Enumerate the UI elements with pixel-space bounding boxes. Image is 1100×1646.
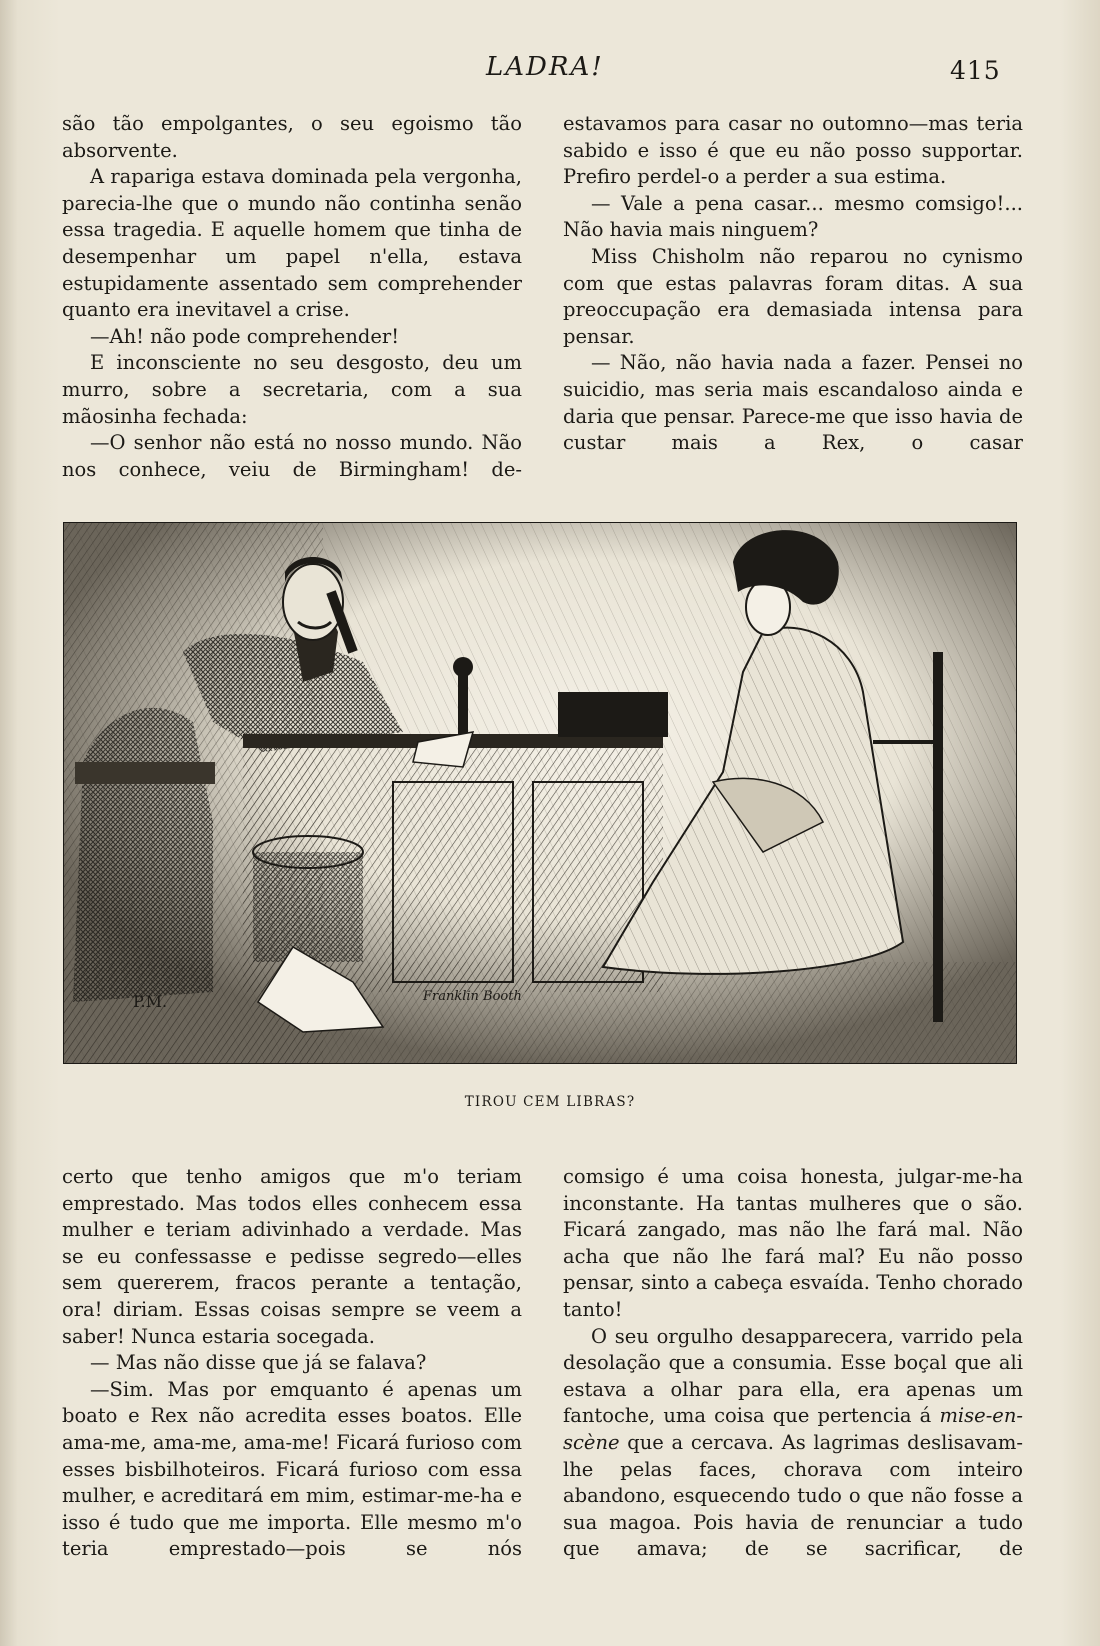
text-column-top-right [563, 111, 1023, 457]
illustration-drawing [63, 522, 1017, 1064]
text-run: O seu orgulho desapparecera, varrido pela desolação que a consumia. Esse boçal que ali estava a olhar para ella, era apenas um fantoche, uma coisa que pertencia á [563, 1324, 1023, 1428]
paragraph: Miss Chisholm não reparou no cynismo com que estas palavras foram ditas. A sua preoccupação era demasiada intensa para pensar. [563, 244, 1023, 348]
text-column-bottom-left [62, 1164, 522, 1563]
paragraph: —O senhor não está no nosso mundo. Não nos conhece, veiu de Birmingham! de- [62, 431, 522, 481]
signature-center: Franklin Booth [423, 989, 522, 1004]
paragraph: A rapariga estava dominada pela vergonha, parecia-lhe que o mundo não continha senão essa tragedia. E aquelle homem que tinha de desempenhar um papel n'ella, estava estupidamente assentado sem comprehender quanto era inevitavel a crise. [62, 165, 522, 322]
paragraph: — Não, não havia nada a fazer. Pensei no suicidio, mas seria mais escandaloso ainda e daria que pensar. Parece-me que isso havia de custar mais a Rex, o casar [563, 351, 1023, 455]
paragraph: são tão empolgantes, o seu egoismo tão absorvente. [62, 112, 522, 162]
paragraph: estavamos para casar no outomno—mas teria sabido e isso é que eu não posso supportar. Prefiro perdel-o a perder a sua estima. [563, 112, 1023, 189]
illustration-caption: TIROU CEM LIBRAS? [464, 1094, 636, 1110]
paragraph: comsigo é uma coisa honesta, julgar-me-ha inconstante. Ha tantas mulheres que o são. Ficará zangado, mas não lhe fará mal. Não acha que não lhe fará mal? Eu não posso pensar, sinto a cabeça esvaída. Tenho chorado tanto! [563, 1165, 1023, 1321]
paragraph: certo que tenho amigos que m'o teriam emprestado. Mas todos elles conhecem essa mulher e teriam adivinhado a verdade. Mas se eu confessasse e pedisse segredo—elles sem quererem, fracos perante a tentação, ora! diriam. Essas coisas sempre se veem a saber! Nunca estaria socegada. [62, 1165, 522, 1348]
paragraph: —Ah! não pode comprehender! [90, 324, 400, 348]
paragraph: E inconsciente no seu desgosto, deu um murro, sobre a secretaria, com a sua mãosinha fechada: [62, 351, 522, 428]
signature-left: P.M. [133, 992, 168, 1011]
illustration [63, 522, 1017, 1064]
italic-phrase: mise-en-scène [563, 1404, 1023, 1454]
page-number: 415 [950, 56, 1001, 85]
paragraph [563, 1324, 1023, 1563]
paragraph: — Vale a pena casar... mesmo comsigo!... Não havia mais ninguem? [563, 191, 1023, 242]
running-title: LADRA! [486, 52, 604, 82]
page-header [0, 52, 1100, 92]
paragraph: —Sim. Mas por emquanto é apenas um boato e Rex não acredita esses boatos. Elle ama-me, ama-me, ama-me! Ficará furioso com esses bisbilhoteiros. Ficará furioso com essa mulher, e acreditará em mim, estimar-me-ha e isso é tudo que me importa. Elle mesmo m'o teria emprestado—pois se nós [62, 1377, 522, 1561]
text-column-top-left [62, 111, 522, 483]
paragraph: — Mas não disse que já se falava? [90, 1351, 427, 1375]
text-column-bottom-right [563, 1164, 1023, 1563]
text-run: que a cercava. As lagrimas deslisavam-lhe pelas faces, chorava com inteiro abandono, esquecendo tudo o que não fosse a sua magoa. Pois havia de renunciar a tudo que amava; de se sacrificar, de [563, 1430, 1023, 1561]
